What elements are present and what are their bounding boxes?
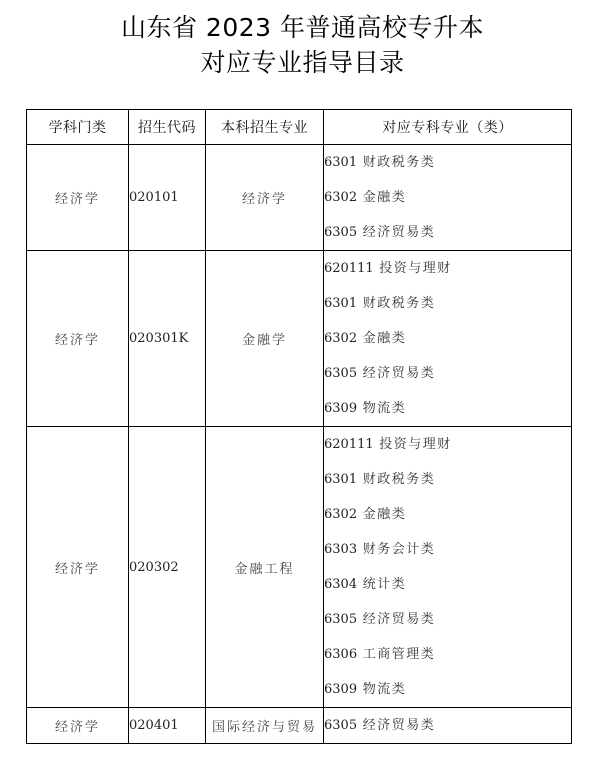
specialty-list-cell [324,427,572,708]
specialty-name: 统计类 [362,577,407,592]
specialty-list-cell [324,145,572,251]
table-row [27,251,572,427]
specialty-name: 经济贸易类 [362,612,436,627]
specialty-name: 金融类 [362,331,407,346]
specialty-code: 6306 [324,647,358,662]
discipline-category-cell: 经济学 [27,427,129,708]
specialty-name: 工商管理类 [362,647,436,662]
specialty-code: 6302 [324,507,358,522]
specialty-code: 6301 [324,472,358,487]
table-row [27,708,572,744]
specialty-item [324,391,571,426]
specialty-item [324,286,571,321]
specialty-item [324,497,571,532]
document-title-line2: 对应专业指导目录 [200,48,405,77]
specialty-code: 620111 [324,437,374,452]
specialty-name: 投资与理财 [379,261,452,276]
document-title-line1: 山东省 2023 年普通高校专升本 [120,13,485,42]
header-discipline-category: 学科门类 [27,110,129,145]
enrollment-code-cell: 020302 [129,427,206,708]
enrollment-code-cell: 020401 [129,708,206,744]
specialty-code: 6305 [324,366,358,381]
specialty-code: 6309 [324,401,358,416]
undergrad-major-cell: 金融学 [206,251,324,427]
specialty-code: 6303 [324,542,358,557]
specialty-code: 6301 [324,296,358,311]
undergrad-major-cell: 金融工程 [206,427,324,708]
specialty-code: 6305 [324,225,358,240]
specialty-name: 经济贸易类 [362,225,436,240]
enrollment-code-cell: 020101 [129,145,206,251]
specialty-code: 6305 [324,718,358,733]
specialty-item [324,637,571,672]
specialty-name: 财政税务类 [362,155,436,170]
specialty-code: 620111 [324,261,374,276]
undergrad-major-cell: 经济学 [206,145,324,251]
header-corresponding-specialty: 对应专科专业（类） [324,110,572,145]
specialty-list-cell [324,251,572,427]
major-directory-table [26,109,572,744]
specialty-code: 6301 [324,155,358,170]
specialty-item [324,356,571,391]
specialty-name: 财政税务类 [362,296,436,311]
header-enrollment-code: 招生代码 [129,110,206,145]
specialty-item [324,145,571,180]
specialty-name: 金融类 [362,190,407,205]
specialty-code: 6309 [324,682,358,697]
header-undergrad-major: 本科招生专业 [206,110,324,145]
specialty-code: 6304 [324,577,358,592]
specialty-code: 6302 [324,190,358,205]
specialty-item [324,321,571,356]
specialty-item [324,567,571,602]
discipline-category-cell: 经济学 [27,145,129,251]
table-row [27,145,572,251]
enrollment-code-cell: 020301K [129,251,206,427]
specialty-item [324,180,571,215]
specialty-code: 6302 [324,331,358,346]
specialty-item [324,532,571,567]
specialty-item [324,251,571,286]
specialty-name: 经济贸易类 [362,718,436,733]
specialty-item [324,602,571,637]
specialty-name: 财政税务类 [362,472,436,487]
table-header-row [27,110,572,145]
undergrad-major-cell: 国际经济与贸易 [206,708,324,744]
specialty-name: 物流类 [362,682,407,697]
specialty-item [324,708,571,743]
discipline-category-cell: 经济学 [27,708,129,744]
specialty-item [324,462,571,497]
table-row [27,427,572,708]
specialty-name: 财务会计类 [362,542,436,557]
specialty-name: 投资与理财 [379,437,452,452]
specialty-item [324,427,571,462]
discipline-category-cell: 经济学 [27,251,129,427]
specialty-code: 6305 [324,612,358,627]
specialty-item [324,672,571,707]
specialty-item [324,215,571,250]
specialty-name: 物流类 [362,401,407,416]
specialty-name: 经济贸易类 [362,366,436,381]
specialty-name: 金融类 [362,507,407,522]
specialty-list-cell [324,708,572,744]
